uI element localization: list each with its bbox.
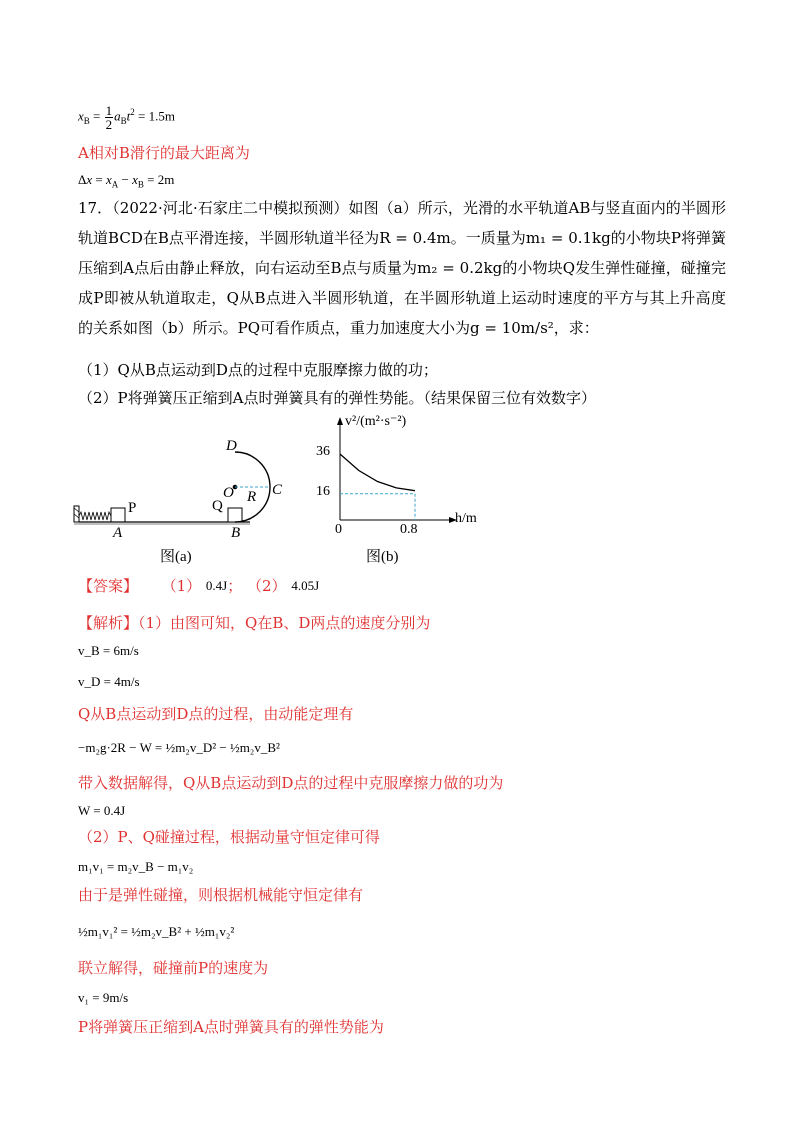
analysis-step-1: Q从B点运动到D点的过程，由动能定理有 bbox=[78, 705, 354, 723]
analysis-step-2: 带入数据解得，Q从B点运动到D点的过程中克服摩擦力做的功为 bbox=[78, 774, 504, 792]
question-part-2: （2）P将弹簧压正缩到A点时弹簧具有的弹性势能。（结果保留三位有效数字） bbox=[78, 389, 596, 407]
dx-equation: $\Delta x = x_A - x_B = 2m$ bbox=[78, 172, 175, 190]
y-axis-arrow bbox=[337, 417, 343, 425]
kinetic-equation: ½m₁v₁² = ½m₂v_B² + ½m₁v₂² bbox=[78, 924, 235, 939]
analysis-intro: 【解析】（1）由图可知，Q在B、D两点的速度分别为 bbox=[78, 614, 431, 632]
answer-value-1: 0.4J bbox=[205, 578, 228, 593]
spring bbox=[79, 512, 111, 520]
analysis-label: 【解析】 bbox=[78, 614, 139, 632]
tick-x-08: 0.8 bbox=[400, 522, 418, 537]
question-source: （2022·河北·石家庄二中模拟预测） bbox=[112, 199, 349, 217]
label-o: O bbox=[223, 485, 234, 501]
label-c: C bbox=[272, 482, 283, 498]
block-p bbox=[111, 508, 125, 522]
question-text bbox=[78, 193, 726, 343]
series-line bbox=[340, 454, 415, 491]
v1-result: v₁ = 9m/s bbox=[78, 990, 129, 1005]
answer-line bbox=[78, 576, 319, 596]
tick-y-36: 36 bbox=[316, 444, 330, 459]
analysis-step-5: 联立解得，碰撞前P的速度为 bbox=[78, 959, 269, 977]
question-number: 17． bbox=[78, 199, 113, 217]
label-d: D bbox=[226, 438, 237, 454]
xb-equation: $x_B$ = $\frac{1}{2}$ $a_Bt^2 = 1.5m$ bbox=[78, 102, 175, 132]
label-q: Q bbox=[212, 498, 223, 514]
vb-equation: v_B = 6m/s bbox=[78, 643, 139, 658]
label-p: P bbox=[128, 500, 137, 516]
analysis-step-4: 由于是弹性碰撞，则根据机械能守恒定律有 bbox=[78, 886, 364, 904]
figure-b-caption: 图(b) bbox=[366, 549, 399, 565]
label-a: A bbox=[113, 525, 123, 541]
answer-separator: ； bbox=[227, 577, 243, 595]
label-b: B bbox=[231, 525, 241, 541]
max-distance-heading: A相对B滑行的最大距离为 bbox=[78, 144, 250, 162]
analysis-step-3: （2）P、Q碰撞过程，根据动量守恒定律可得 bbox=[78, 828, 380, 846]
block-q bbox=[228, 508, 242, 522]
label-r: R bbox=[247, 489, 257, 505]
answer-part2-prefix: （2） bbox=[247, 577, 287, 595]
question-body: 如图（a）所示，光滑的水平轨道AB与竖直面内的半圆形轨道BCD在B点平滑连接，半圆形轨道半径为R = 0.4m。一质量为m₁ = 0.1kg的小物块P将弹簧压缩到A点后由静止释放，向右运动至B点与质量为m₂ = 0.2kg的小物块Q发生弹性碰撞，碰撞完成P即被从轨道取走，Q从B点进入半圆形轨道，在半圆形轨道上运动时速度的平方与其上升高度的关系如图（b）所示。PQ可看作质点，重力加速度大小为g = 10m/s²，求： bbox=[78, 199, 726, 337]
answer-part1-prefix: （1） bbox=[161, 577, 202, 595]
answer-label: 【答案】 bbox=[78, 577, 139, 595]
tick-origin: 0 bbox=[335, 522, 342, 537]
analysis-step-6: P将弹簧压正缩到A点时弹簧具有的弹性势能为 bbox=[78, 1018, 384, 1036]
w-result: W = 0.4J bbox=[78, 803, 126, 818]
tick-y-16: 16 bbox=[316, 484, 330, 499]
energy-equation: −m₂g·2R − W = ½m₂v_D² − ½m₂v_B² bbox=[78, 740, 280, 755]
figure-a-caption: 图(a) bbox=[160, 549, 192, 565]
figure-a-diagram bbox=[70, 430, 310, 530]
y-axis-label: v²/(m²·s⁻²) bbox=[345, 414, 407, 429]
answer-value-2: 4.05J bbox=[291, 578, 320, 593]
vd-equation: v_D = 4m/s bbox=[78, 674, 140, 689]
question-part-1: （1）Q从B点运动到D点的过程中克服摩擦力做的功； bbox=[78, 361, 438, 379]
x-axis-label: h/m bbox=[455, 511, 477, 526]
momentum-equation: m₁v₁ = m₂v_B − m₁v₂ bbox=[78, 859, 194, 874]
